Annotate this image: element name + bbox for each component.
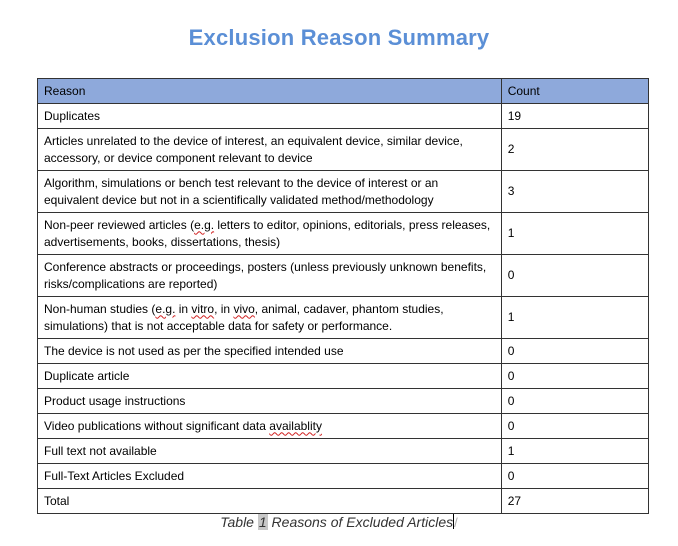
reason-cell [38, 414, 502, 439]
table-row [38, 104, 649, 129]
count-cell: 1 [501, 439, 648, 464]
count-cell: 2 [501, 129, 648, 171]
reason-text: , in [214, 301, 234, 316]
table-row [38, 255, 649, 297]
spellcheck-flagged-word: availablity [269, 418, 322, 433]
spellcheck-flagged-word: vivo [233, 301, 255, 316]
table-row [38, 464, 649, 489]
reason-text: Non-peer reviewed articles ( [44, 217, 195, 232]
spellcheck-flagged-word: e.g. [155, 301, 176, 316]
count-cell: 3 [501, 171, 648, 213]
count-cell: 1 [501, 213, 648, 255]
reason-cell: Product usage instructions [38, 389, 502, 414]
table-row [38, 297, 649, 339]
table-row-total [38, 489, 649, 514]
table-row [38, 389, 649, 414]
reason-text: letters to editor, opinions, editorials, press releases, advertisements, books, dissertations, thesis) [44, 217, 491, 249]
table-row [38, 129, 649, 171]
count-cell: 19 [501, 104, 648, 129]
spellcheck-flagged-word: e.g. [194, 217, 215, 232]
count-cell: 0 [501, 464, 648, 489]
reason-text: Video publications without significant data [44, 418, 270, 433]
table-row [38, 414, 649, 439]
formatting-mark: / [454, 515, 458, 530]
reason-cell: Duplicate article [38, 364, 502, 389]
column-header-reason: Reason [38, 79, 502, 104]
document-title: Exclusion Reason Summary [188, 25, 490, 50]
reason-cell: Full-Text Articles Excluded [38, 464, 502, 489]
count-cell: 0 [501, 255, 648, 297]
count-cell: 0 [501, 414, 648, 439]
reason-cell: Full text not available [38, 439, 502, 464]
count-cell: 1 [501, 297, 648, 339]
table-row [38, 364, 649, 389]
table-header-row [38, 79, 649, 104]
spellcheck-flagged-word: vitro [191, 301, 215, 316]
table-row [38, 439, 649, 464]
reason-cell: The device is not used as per the specified intended use [38, 339, 502, 364]
count-cell: 0 [501, 339, 648, 364]
reason-cell: Algorithm, simulations or bench test relevant to the device of interest or an equivalent device but not in a scientifically validated method/methodology [38, 171, 502, 213]
caption-table-number[interactable]: 1 [258, 514, 267, 530]
caption-prefix: Table [220, 514, 258, 530]
reason-cell: Conference abstracts or proceedings, posters (unless previously unknown benefits, risks/complications are reported) [38, 255, 502, 297]
reason-cell: Duplicates [38, 104, 502, 129]
table-row [38, 171, 649, 213]
count-cell: 27 [501, 489, 648, 514]
reason-cell: Articles unrelated to the device of interest, an equivalent device, similar device, accessory, or device component relevant to device [38, 129, 502, 171]
caption-text: Reasons of Excluded Articles [267, 514, 454, 530]
reason-text: , animal, cadaver, phantom studies, simulations) that is not acceptable data for safety or performance. [44, 301, 444, 333]
table-row [38, 339, 649, 364]
table-caption[interactable] [0, 514, 678, 530]
count-cell: 0 [501, 389, 648, 414]
reason-cell [38, 297, 502, 339]
exclusion-reason-table [37, 78, 649, 514]
column-header-count: Count [501, 79, 648, 104]
count-cell: 0 [501, 364, 648, 389]
table-row [38, 213, 649, 255]
reason-cell: Total [38, 489, 502, 514]
reason-text: in [175, 301, 192, 316]
reason-text: Non-human studies ( [44, 301, 156, 316]
reason-cell [38, 213, 502, 255]
